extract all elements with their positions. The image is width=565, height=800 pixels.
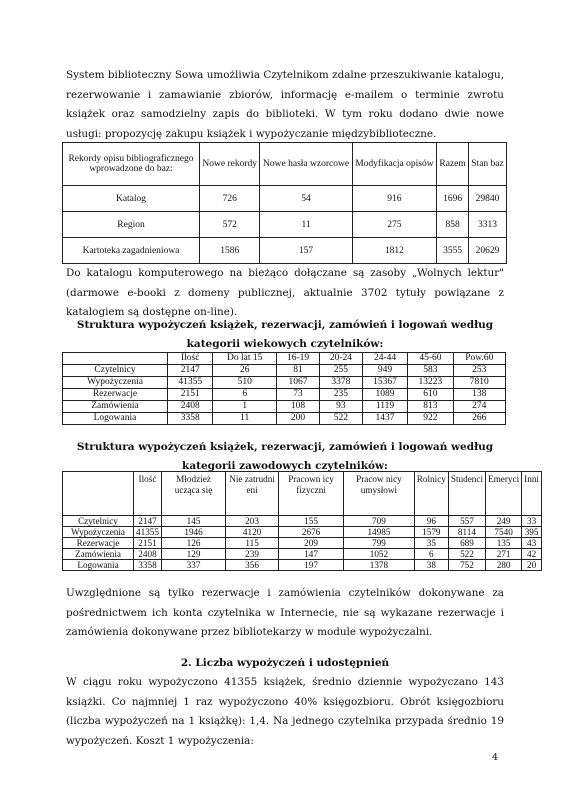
- table-cell: 41355: [168, 377, 213, 389]
- age-table-header: [63, 353, 506, 365]
- header-cell: Razem: [437, 143, 469, 186]
- header-cell: Ilość: [168, 353, 213, 365]
- table-cell: 275: [352, 212, 437, 238]
- table-cell: 203: [226, 516, 279, 527]
- table-cell: 96: [414, 516, 448, 527]
- header-cell: Pracown icy fizyczni: [279, 472, 344, 516]
- table-cell: Logowania: [63, 560, 134, 571]
- profession-table-header: [63, 472, 542, 516]
- table-cell: 1378: [344, 560, 415, 571]
- header-cell: 20-24: [319, 353, 362, 365]
- table-cell: 726: [200, 186, 260, 212]
- header-cell: Nie zatrudni eni: [226, 472, 279, 516]
- table-cell: 38: [414, 560, 448, 571]
- table-cell: 522: [448, 549, 485, 560]
- table-cell: Rezerwacje: [63, 538, 134, 549]
- section-2-paragraph: W ciągu roku wypożyczono 41355 książek, średnio dziennie wypożyczano 143 książki. Co najmniej 1 raz wypożyczono 40% księgozbioru. Obrót księgozbioru (liczba wypożyczeń na 1 książkę): 1,4. Na jednego czytelnika przypada średnio 19 wypożyczeń. Koszt 1 wypożyczenia:: [66, 676, 504, 747]
- table-cell: 858: [437, 212, 469, 238]
- table-cell: 2408: [168, 401, 213, 413]
- header-cell: 24-44: [362, 353, 407, 365]
- table-cell: 6: [414, 549, 448, 560]
- table-cell: 235: [319, 389, 362, 401]
- table-cell: 35: [414, 538, 448, 549]
- table-cell: 2408: [134, 549, 162, 560]
- table-cell: 253: [453, 365, 505, 377]
- table-cell: 2147: [134, 516, 162, 527]
- table-cell: 3313: [469, 212, 507, 238]
- table-cell: 20629: [469, 238, 507, 264]
- table-cell: 145: [161, 516, 225, 527]
- table-cell: 583: [408, 365, 453, 377]
- profession-category-table: [62, 471, 542, 571]
- table-cell: 922: [408, 413, 453, 425]
- table-cell: 29840: [469, 186, 507, 212]
- section-2-heading: 2. Liczba wypożyczeń i udostępnień: [180, 657, 390, 669]
- table-cell: Zamówienia: [63, 401, 168, 413]
- table-cell: 813: [408, 401, 453, 413]
- table-row: [63, 377, 506, 389]
- header-cell: Rolnicy: [414, 472, 448, 516]
- header-cell: Nowe hasła wzorcowe: [260, 143, 352, 186]
- table-row: [63, 186, 507, 212]
- catalog-paragraph: Do katalogu komputerowego na bieżąco dołączane są zasoby „Wolnych lektur" (darmowe e-booki z domeny publicznej, aktualnie 3702 tytuły powiązane z katalogiem są dostępne on-line).: [66, 267, 504, 318]
- header-cell: 16-19: [277, 353, 320, 365]
- table-cell: Katalog: [63, 186, 200, 212]
- table-cell: 249: [486, 516, 522, 527]
- records-table-header: [63, 143, 507, 186]
- age-category-table: [62, 352, 506, 425]
- table-cell: 209: [279, 538, 344, 549]
- header-cell: Ilość: [134, 472, 162, 516]
- table-cell: 510: [213, 377, 277, 389]
- table-cell: Logowania: [63, 413, 168, 425]
- table-row: [63, 560, 542, 571]
- table-cell: 271: [486, 549, 522, 560]
- table-cell: 3378: [319, 377, 362, 389]
- table-cell: 709: [344, 516, 415, 527]
- table-cell: 356: [226, 560, 279, 571]
- table-row: [63, 413, 506, 425]
- table-row: [63, 238, 507, 264]
- table-cell: 274: [453, 401, 505, 413]
- table-cell: 11: [260, 212, 352, 238]
- table-cell: 13223: [408, 377, 453, 389]
- table-cell: 1696: [437, 186, 469, 212]
- table-cell: 15367: [362, 377, 407, 389]
- table-cell: 557: [448, 516, 485, 527]
- table-cell: 1: [213, 401, 277, 413]
- table-row: [63, 389, 506, 401]
- table-cell: 610: [408, 389, 453, 401]
- header-cell: Studenci: [448, 472, 485, 516]
- table-cell: Czytelnicy: [63, 516, 134, 527]
- table-cell: 3358: [134, 560, 162, 571]
- table-cell: Region: [63, 212, 200, 238]
- intro-paragraph: System biblioteczny Sowa umożliwia Czytelnikom zdalne przeszukiwanie katalogu, rezerwowanie i zamawianie zbiorów, informację e-mailem o terminie zwrotu książek oraz samodzielny zapis do biblioteki. W tym roku dodano dwie nowe usługi: propozycję zakupu książek i wypożyczanie międzybiblioteczne.: [66, 69, 504, 140]
- header-cell: [63, 472, 134, 516]
- table-cell: 33: [522, 516, 542, 527]
- table-cell: 239: [226, 549, 279, 560]
- table-cell: 522: [319, 413, 362, 425]
- table-cell: 42: [522, 549, 542, 560]
- table-cell: 255: [319, 365, 362, 377]
- table-row: [63, 549, 542, 560]
- table-cell: 81: [277, 365, 320, 377]
- header-cell: 45-60: [408, 353, 453, 365]
- table-cell: 916: [352, 186, 437, 212]
- header-cell: Emeryci: [486, 472, 522, 516]
- table-row: [63, 365, 506, 377]
- table-cell: 6: [213, 389, 277, 401]
- table-cell: 41355: [134, 527, 162, 538]
- table-cell: 949: [362, 365, 407, 377]
- table-row: [63, 527, 542, 538]
- table-cell: 572: [200, 212, 260, 238]
- table-cell: 1052: [344, 549, 415, 560]
- table-cell: 1586: [200, 238, 260, 264]
- table-cell: 7540: [486, 527, 522, 538]
- table-cell: 1579: [414, 527, 448, 538]
- table-cell: 1812: [352, 238, 437, 264]
- table-cell: 147: [279, 549, 344, 560]
- table-cell: 2151: [168, 389, 213, 401]
- table-cell: 11: [213, 413, 277, 425]
- header-cell: Młodzież ucząca się: [161, 472, 225, 516]
- header-cell: Do lat 15: [213, 353, 277, 365]
- table-cell: 155: [279, 516, 344, 527]
- table-cell: 157: [260, 238, 352, 264]
- table-row: [63, 538, 542, 549]
- page-number: 4: [491, 752, 498, 763]
- table-cell: 2151: [134, 538, 162, 549]
- table-cell: 8114: [448, 527, 485, 538]
- table-cell: 752: [448, 560, 485, 571]
- table-cell: 129: [161, 549, 225, 560]
- table-cell: 54: [260, 186, 352, 212]
- table-cell: Rezerwacje: [63, 389, 168, 401]
- header-cell: Stan baz: [469, 143, 507, 186]
- table-cell: 126: [161, 538, 225, 549]
- table-cell: 799: [344, 538, 415, 549]
- table-cell: 138: [453, 389, 505, 401]
- table-cell: 266: [453, 413, 505, 425]
- table-cell: 1437: [362, 413, 407, 425]
- online-reservations-paragraph: Uwzględnione są tylko rezerwacje i zamówienia czytelników dokonywane za pośrednictwem ich konta czytelnika w Internecie, nie są wykazane rezerwacje i zamówienia dokonywane przez bibliotekarzy w module wypożyczalni.: [66, 587, 504, 638]
- table-cell: 1067: [277, 377, 320, 389]
- age-table-caption: Struktura wypożyczeń książek, rezerwacji, zamówień i logowań według kategorii wiekowych czytelników:: [76, 319, 494, 350]
- table-cell: Wypożyczenia: [63, 527, 134, 538]
- table-cell: 20: [522, 560, 542, 571]
- table-row: [63, 212, 507, 238]
- table-cell: 2676: [279, 527, 344, 538]
- table-cell: 1946: [161, 527, 225, 538]
- table-cell: 7810: [453, 377, 505, 389]
- profession-table-caption: Struktura wypożyczeń książek, rezerwacji, zamówień i logowań według kategorii zawodowych czytelników:: [76, 441, 494, 472]
- header-cell: Modyfikacja opisów: [352, 143, 437, 186]
- table-cell: 1119: [362, 401, 407, 413]
- header-cell: Nowe rekordy: [200, 143, 260, 186]
- table-cell: 73: [277, 389, 320, 401]
- table-cell: 14985: [344, 527, 415, 538]
- table-cell: 135: [486, 538, 522, 549]
- records-table: [62, 142, 507, 264]
- table-cell: 395: [522, 527, 542, 538]
- header-cell: [63, 353, 168, 365]
- table-row: [63, 516, 542, 527]
- table-row: [63, 401, 506, 413]
- table-cell: 197: [279, 560, 344, 571]
- table-cell: 43: [522, 538, 542, 549]
- table-cell: 93: [319, 401, 362, 413]
- table-cell: 26: [213, 365, 277, 377]
- header-cell: Pow.60: [453, 353, 505, 365]
- table-cell: 200: [277, 413, 320, 425]
- table-cell: Kartoteka zagadnieniowa: [63, 238, 200, 264]
- table-cell: 280: [486, 560, 522, 571]
- table-cell: 689: [448, 538, 485, 549]
- header-cell: Rekordy opisu bibliograficznego wprowadzone do baz:: [63, 143, 200, 186]
- table-cell: 337: [161, 560, 225, 571]
- table-cell: 3358: [168, 413, 213, 425]
- table-cell: 115: [226, 538, 279, 549]
- table-cell: 1089: [362, 389, 407, 401]
- table-cell: 3555: [437, 238, 469, 264]
- header-cell: Pracow nicy umysłowi: [344, 472, 415, 516]
- table-cell: Wypożyczenia: [63, 377, 168, 389]
- table-cell: 4120: [226, 527, 279, 538]
- table-cell: 108: [277, 401, 320, 413]
- header-cell: Inni: [522, 472, 542, 516]
- table-cell: 2147: [168, 365, 213, 377]
- table-cell: Czytelnicy: [63, 365, 168, 377]
- table-cell: Zamówienia: [63, 549, 134, 560]
